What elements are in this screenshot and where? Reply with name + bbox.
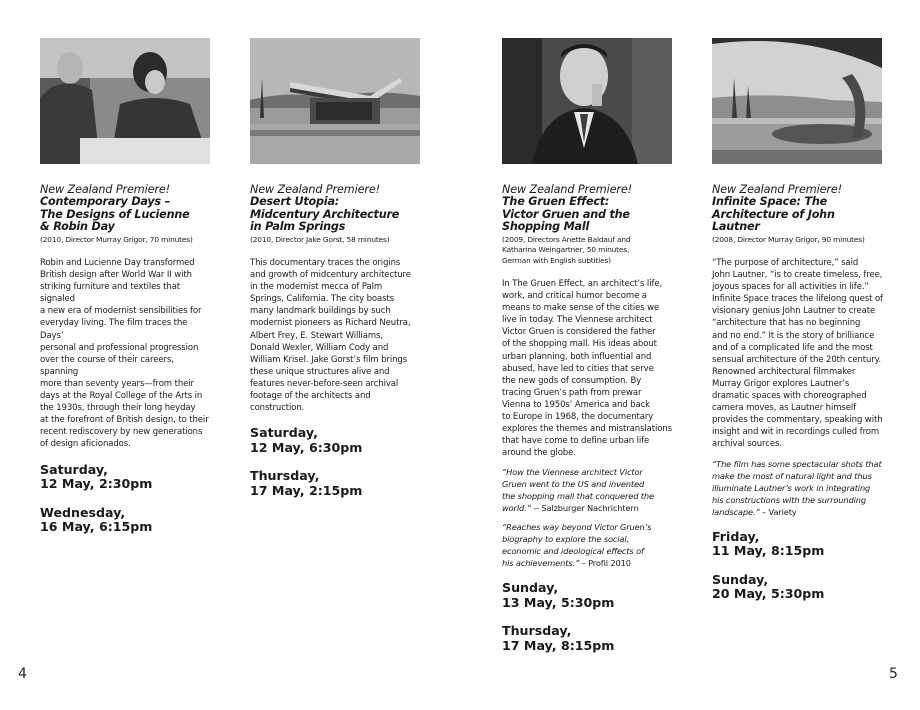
description-line: “The purpose of architecture,” said [712,258,859,268]
description-line: everyday living. The film traces the Days’ [40,318,188,341]
film-credits [502,235,674,267]
showtime-day: Saturday, [250,425,318,441]
showtime-datetime: 16 May, 6:15pm [40,519,153,534]
description-line: Vienna to 1950s’ America and back [502,399,650,410]
quote-last-line [502,502,674,514]
description-line: British design after World War II with [40,270,192,281]
description-line: of design aficionados. [40,439,131,450]
description-line: to Europe in 1968, the documentary [502,412,654,423]
description-line: visionary genius John Lautner to create [712,306,876,317]
description-line: more than seventy years—from their [40,378,194,389]
film-title [712,196,884,234]
quote-line: economic and ideological effects of [502,546,644,557]
description-line: Victor Gruen is considered the father [502,327,656,338]
credits-line: German with English subtitles) [502,255,611,265]
description-line: the new gods of consumption. By [502,375,642,386]
description-line: live in today. The Viennese architect [502,315,653,326]
description-line: archival sources. [712,439,782,450]
photo-two-designers [40,38,210,164]
quote-text: world.” [502,503,531,514]
description-line: construction. [250,403,305,414]
film-title-line: The Designs of Lucienne [40,207,190,221]
film-column-infinite-space [712,38,884,602]
film-still-photo [712,38,882,164]
film-title-line: Infinite Space: The [712,195,828,208]
showtime [712,573,884,602]
press-quote [502,466,674,514]
quote-source: – Variety [759,506,797,517]
press-quote [502,521,674,569]
description-line: footage of the architects and [250,391,371,402]
credits-line: (2008, Director Murray Grigor, 90 minutes) [712,234,865,244]
credits-line: (2010, Director Murray Grigor, 70 minutes) [40,234,193,244]
description-line: days at the Royal College of the Arts in [40,391,203,402]
quote-line: his constructions with the surrounding [712,494,866,505]
film-title-line: & Robin Day [40,220,115,233]
description-line: features never-before-seen archival [250,378,399,389]
quote-line: illuminate Lautner’s work in integrating [712,482,871,493]
quote-line: biography to explore the social, [502,534,630,545]
description-line: over the course of their careers, spanning [40,354,174,377]
film-title [502,196,674,234]
description-line: tracing Gruen’s path from prewar [502,387,642,398]
film-still-photo [502,38,672,164]
description-line: a new era of modernist sensibilities for [40,306,202,317]
premiere-label: New Zealand Premiere! [250,183,381,196]
showtime-day: Saturday, [40,461,108,477]
film-title-line: Lautner [712,220,760,233]
description-line: these unique structures alive and [250,366,390,377]
showtime [502,581,674,610]
premiere-label: New Zealand Premiere! [712,183,843,196]
showtime-day: Thursday, [250,468,320,484]
description-line: work, and critical humor become a [502,291,647,302]
film-title [40,196,212,234]
showtime-datetime: 17 May, 8:15pm [502,637,615,653]
film-still-photo [250,38,420,164]
quote-line: Gruen went to the US and invented [502,479,645,490]
description-line: and no end.” It is the story of brilliance [712,330,875,341]
showtime [40,506,212,535]
showtime-datetime: 11 May, 8:15pm [712,543,825,558]
description-line: In The Gruen Effect, an architect’s life, [502,279,663,289]
showtime-datetime: 13 May, 5:30pm [502,594,615,610]
showtime-datetime: 17 May, 2:15pm [250,482,363,498]
showtime-day: Wednesday, [40,504,126,520]
description-line: joyous spaces for all activities in life.” [712,282,869,293]
film-column-gruen-effect [502,38,674,653]
showtime [250,426,422,455]
quote-last-line [502,557,674,569]
description-line: abused, have led to cities that serve [502,363,654,374]
quote-line: “Reaches way beyond Victor Gruen’s [502,522,652,533]
film-title-line: in Palm Springs [250,220,346,233]
description-line: of the shopping mall. His ideas about [502,339,657,350]
film-description [502,278,674,459]
description-line: Springs, California. The city boasts [250,294,395,305]
quote-source: – Profil 2010 [579,558,631,569]
film-title-line: Midcentury Architecture [250,207,400,221]
photo-lautner-terrace [712,38,882,164]
film-still-photo [40,38,210,164]
description-line: recent rediscovery by new generations [40,427,203,438]
film-title [250,196,422,234]
page-number-right: 5 [889,666,898,682]
film-title-line: Shopping Mall [502,220,590,233]
page-number-left: 4 [18,666,27,682]
quote-line: “The film has some spectacular shots that [712,458,882,469]
description-line: Infinite Space traces the lifelong quest of [712,294,883,305]
showtime-datetime: 12 May, 2:30pm [40,476,153,491]
showtime [502,624,674,653]
description-line: Murray Grigor explores Lautner’s [712,378,850,389]
film-column-contemporary-days [40,38,212,535]
photo-victor-gruen [502,38,672,164]
description-line: dramatic spaces with choreographed [712,391,867,402]
description-line: John Lautner, “is to create timeless, free, [712,270,883,281]
description-line: provides the commentary, speaking with [712,415,883,426]
showtime-datetime: 20 May, 5:30pm [712,586,825,601]
film-credits [250,235,422,246]
credits-line: (2009, Directors Anette Baldauf and [502,234,631,244]
description-line: means to make sense of the cities we [502,303,660,314]
press-quote [712,458,884,518]
showtime [712,530,884,559]
description-line: at the forefront of British design, to their [40,415,209,426]
description-line: Donald Wexler, William Cody and [250,342,389,353]
film-column-desert-utopia [250,38,422,498]
credits-line: Katharina Weingartner, 50 minutes, [502,245,630,254]
film-title-line: Architecture of John [712,207,835,221]
photo-midcentury-building [250,38,420,164]
description-line: and of a complicated life and the most [712,342,873,353]
quote-text: his achievements.” [502,558,580,569]
quote-line: make the most of natural light and thus [712,470,872,481]
description-line: and growth of midcentury architecture [250,270,411,281]
description-line: in the modernist mecca of Palm [250,282,383,293]
description-line: urban planning, both influential and [502,351,652,362]
description-line: modernist pioneers as Richard Neutra, [250,318,411,329]
description-line: many landmark buildings by such [250,306,391,317]
description-line: This documentary traces the origins [250,258,401,268]
description-line: “architecture that has no beginning [712,318,861,329]
description-line: that have come to define urban life [502,436,650,447]
showtime-day: Sunday, [712,571,769,587]
film-title-line: The Gruen Effect: [502,195,610,208]
film-title-line: Desert Utopia: [250,195,340,208]
showtime [40,463,212,492]
description-line: around the globe. [502,448,576,459]
description-line: insight and wit in recordings culled from [712,427,880,438]
premiere-label: New Zealand Premiere! [40,183,171,196]
film-title-line: Victor Gruen and the [502,207,630,221]
description-line: explores the themes and mistranslations [502,424,672,435]
quote-last-line [712,506,884,518]
description-line: Albert Frey, E. Stewart Williams, [250,330,383,341]
description-line: striking furniture and textiles that signaled [40,282,181,305]
description-line: sensual architecture of the 20th century. [712,354,881,365]
quote-line: the shopping mall that conquered the [502,491,654,502]
film-description [40,257,212,451]
showtime [250,469,422,498]
showtime-datetime: 12 May, 6:30pm [250,439,363,455]
showtime-day: Friday, [712,528,760,544]
description-line: the 1930s, through their long heyday [40,403,196,414]
description-line: personal and professional progression [40,342,199,353]
quote-source: -- Salzburger Nachrichtern [530,503,639,514]
film-description [250,257,422,414]
description-line: Robin and Lucienne Day transformed [40,258,195,268]
description-line: Renowned architectural filmmaker [712,366,856,377]
description-line: William Krisel. Jake Gorst’s film brings [250,354,408,365]
film-credits [712,235,884,246]
credits-line: (2010, Director Jake Gorst, 58 minutes) [250,234,390,244]
film-credits [40,235,212,246]
showtime-day: Thursday, [502,623,572,639]
quote-text: landscape.” [712,506,760,517]
quote-line: “How the Viennese architect Victor [502,467,643,478]
film-description [712,257,884,451]
description-line: camera moves, as Lautner himself [712,403,857,414]
premiere-label: New Zealand Premiere! [502,183,633,196]
showtime-day: Sunday, [502,580,559,596]
film-title-line: Contemporary Days – [40,195,171,208]
